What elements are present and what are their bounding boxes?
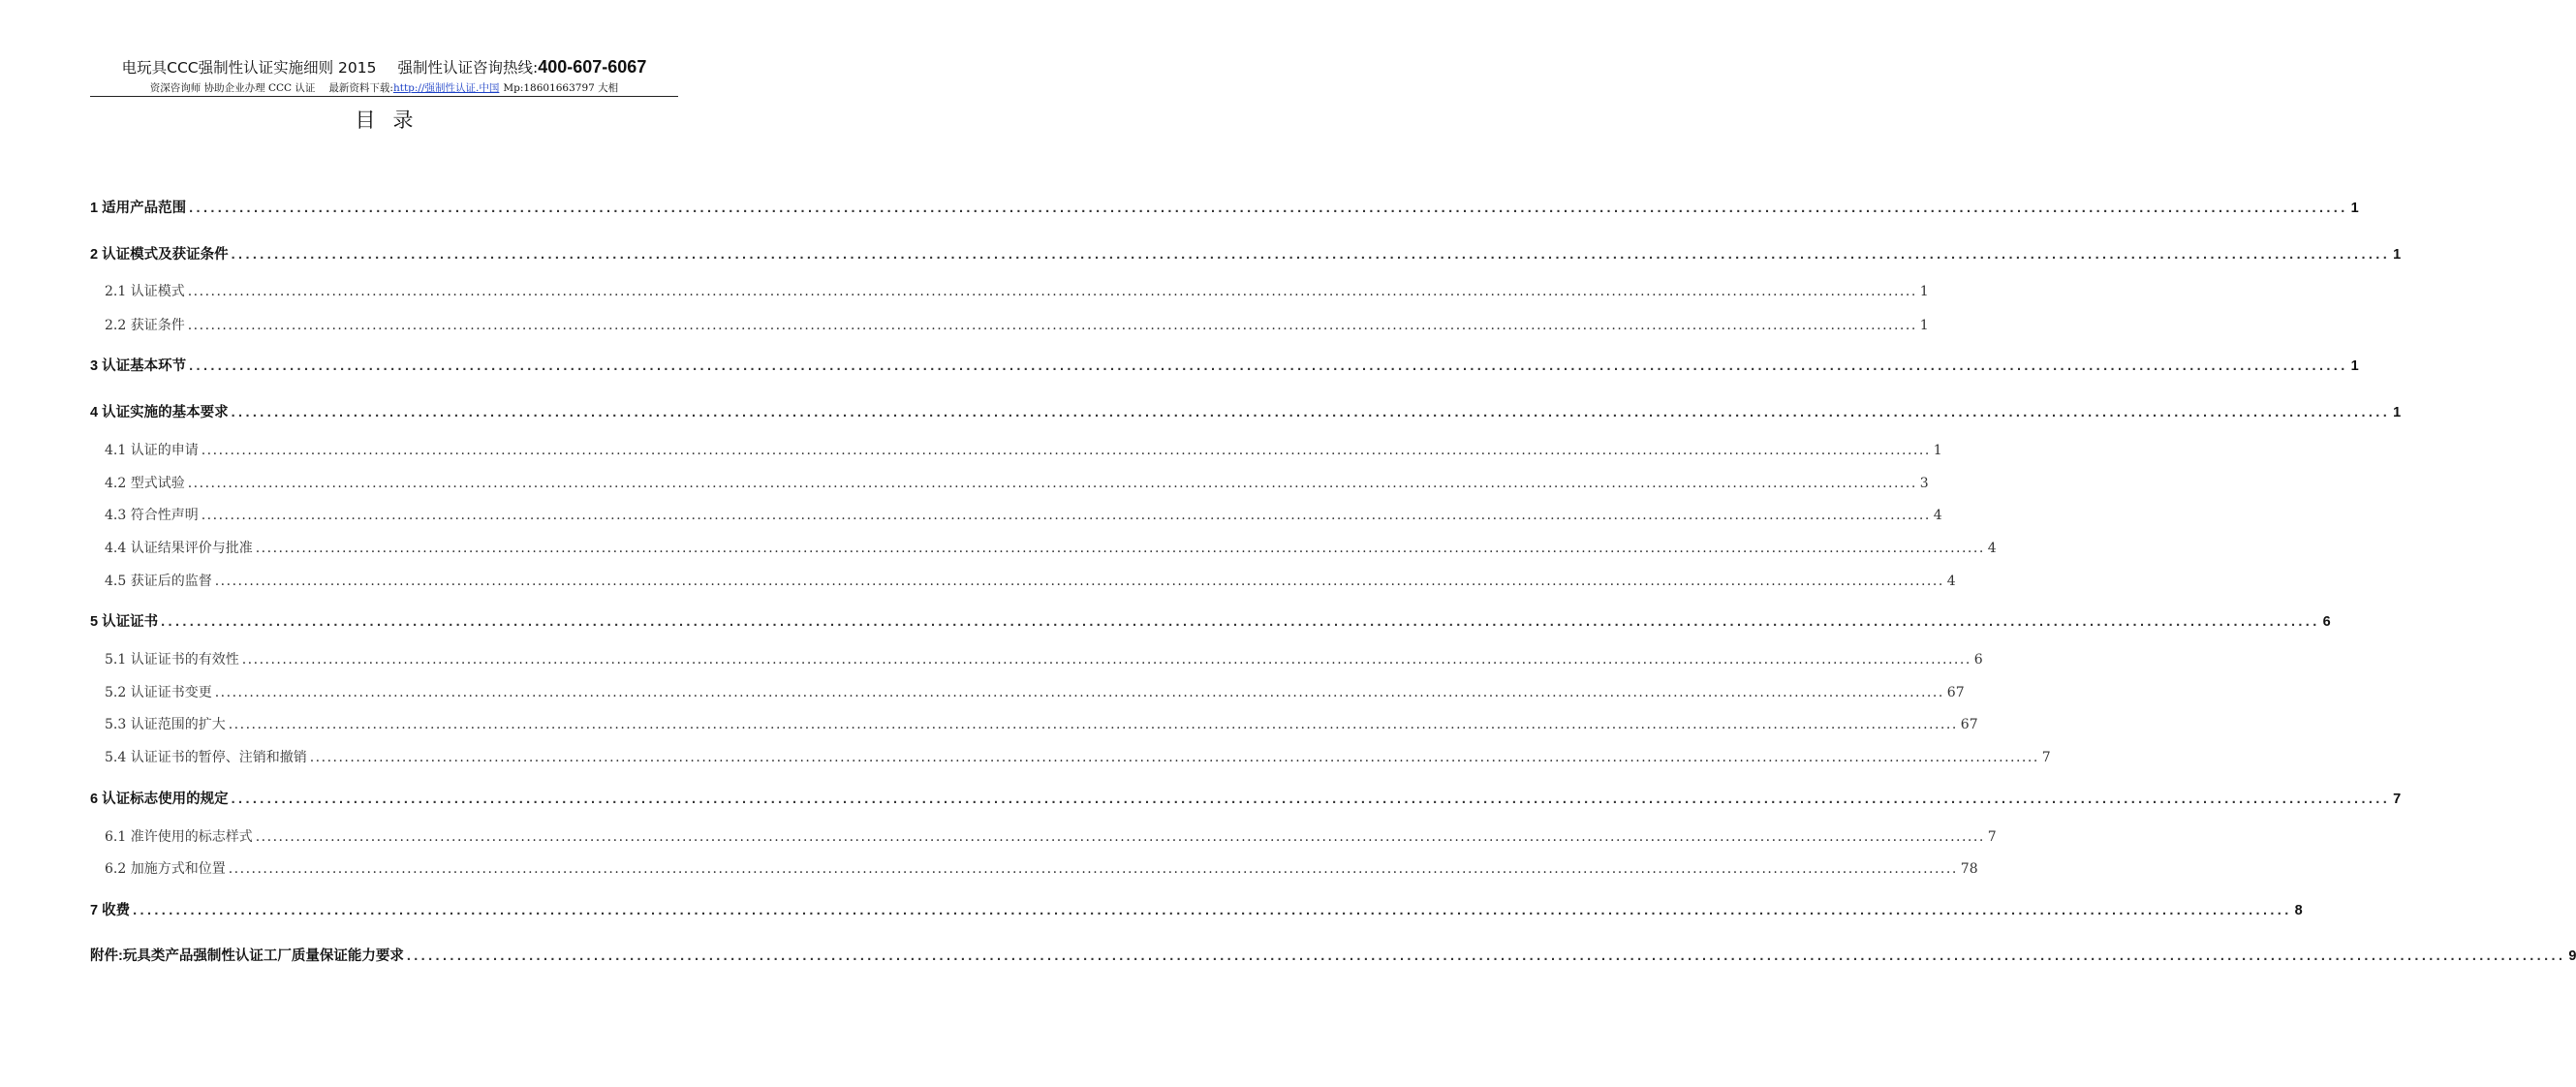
toc-entry-4-3[interactable] <box>90 505 1942 524</box>
toc-entry-label: 5.3 认证范围的扩大 <box>105 717 226 732</box>
toc-leader-dots: ............................................................................................................................................................................................................................................................................................................ <box>228 717 1958 732</box>
toc-entry-4-4[interactable] <box>90 538 1997 557</box>
hotline-number: 400-607-6067 <box>538 57 647 77</box>
toc-entry-page: 1 <box>2350 358 2359 374</box>
toc-entry-label: 3 认证基本环节 <box>90 358 187 374</box>
toc-leader-dots: ............................................................................................................................................................................................................................................................................................................ <box>255 829 1985 845</box>
download-label: 最新资料下载: <box>328 82 393 94</box>
toc-entry-4-1[interactable] <box>90 440 1942 459</box>
header-title-line <box>90 56 678 78</box>
toc-entry-page: 1 <box>2350 201 2359 216</box>
toc-leader-dots: ............................................................................................................................................................................................................................................................................................................ <box>187 318 1917 333</box>
toc-entry-label: 4.4 认证结果评价与批准 <box>105 541 253 556</box>
toc-leader-dots: ............................................................................................................................................................................................................................................................................................................ <box>231 792 2391 807</box>
toc-entry-page: 7 <box>2041 750 2051 765</box>
toc-entry-label: 1 适用产品范围 <box>90 201 187 216</box>
toc-entry-label: 4.5 获证后的监督 <box>105 574 212 589</box>
toc-entry-2-2[interactable] <box>90 315 1929 334</box>
toc-leader-dots: ............................................................................................................................................................................................................................................................................................................ <box>214 685 1944 700</box>
toc-entry-7[interactable] <box>90 899 2303 919</box>
toc-entry-5-3[interactable] <box>90 714 1978 733</box>
toc-entry-page: 4 <box>1946 574 1956 589</box>
toc-entry-page: 67 <box>1960 717 1978 732</box>
toc-entry-page: 7 <box>1987 829 1997 845</box>
toc-entry-label: 5.4 认证证书的暂停、注销和撤销 <box>105 750 307 765</box>
toc-leader-dots: ............................................................................................................................................................................................................................................................................................................ <box>241 652 1971 668</box>
toc-entry-label: 7 收费 <box>90 903 131 918</box>
toc-entry-page: 9 <box>2568 948 2576 964</box>
toc-entry-page: 3 <box>1919 476 1929 491</box>
toc-entry-label: 5.1 认证证书的有效性 <box>105 652 239 668</box>
toc-entry-label: 4 认证实施的基本要求 <box>90 405 229 420</box>
toc-entry-4-5[interactable] <box>90 571 1956 590</box>
toc-entry-4[interactable] <box>90 401 2402 421</box>
toc-entry-page: 8 <box>2294 903 2303 918</box>
toc-entry-label: 5 认证证书 <box>90 614 159 630</box>
toc-entry-label: 5.2 认证证书变更 <box>105 685 212 700</box>
toc-leader-dots: ............................................................................................................................................................................................................................................................................................................ <box>214 574 1944 589</box>
toc-entry-label: 4.3 符合性声明 <box>105 508 199 523</box>
page-header <box>90 56 678 96</box>
toc-leader-dots: ............................................................................................................................................................................................................................................................................................................ <box>201 508 1931 523</box>
toc-entry-4-2[interactable] <box>90 473 1929 492</box>
toc-leader-dots: ............................................................................................................................................................................................................................................................................................................ <box>189 201 2348 216</box>
toc-entry-1[interactable] <box>90 197 2359 217</box>
toc-entry-page: 1 <box>2393 405 2402 420</box>
toc-entry-page: 4 <box>1987 541 1997 556</box>
toc-entry-page: 1 <box>2393 247 2402 263</box>
toc-entry-6[interactable] <box>90 788 2402 808</box>
toc-entry-label: 2.2 获证条件 <box>105 318 185 333</box>
toc-entry-page: 6 <box>1973 652 1983 668</box>
consultant-note: 资深咨询师 协助企业办理 CCC 认证 <box>149 82 316 94</box>
toc-entry-5-4[interactable] <box>90 747 2051 766</box>
toc-entry-6-1[interactable] <box>90 826 1997 846</box>
toc-entry-5-2[interactable] <box>90 682 1965 701</box>
toc-entry-label: 6 认证标志使用的规定 <box>90 792 229 807</box>
hotline-label: 强制性认证咨询热线: <box>397 59 539 77</box>
toc-entry-page: 1 <box>1919 318 1929 333</box>
toc-entry-2-1[interactable] <box>90 281 1929 300</box>
download-link[interactable]: http://强制性认证.中国 <box>392 82 500 94</box>
document-title: 电玩具CCC强制性认证实施细则 2015 <box>121 59 377 77</box>
toc-entry-page: 6 <box>2322 614 2331 630</box>
header-subtitle-line <box>90 80 678 96</box>
toc-leader-dots: ............................................................................................................................................................................................................................................................................................................ <box>201 443 1931 458</box>
toc-leader-dots: ............................................................................................................................................................................................................................................................................................................ <box>231 247 2391 263</box>
toc-entry-page: 7 <box>2393 792 2402 807</box>
toc-leader-dots: ............................................................................................................................................................................................................................................................................................................ <box>255 541 1985 556</box>
toc-entry-label: 4.1 认证的申请 <box>105 443 199 458</box>
toc-leader-dots: ............................................................................................................................................................................................................................................................................................................ <box>189 358 2348 374</box>
toc-entry-page: 67 <box>1946 685 1965 700</box>
toc-entry-6-2[interactable] <box>90 858 1978 878</box>
toc-entry-label: 4.2 型式试验 <box>105 476 185 491</box>
toc-entry-page: 78 <box>1960 861 1978 877</box>
toc-leader-dots: ............................................................................................................................................................................................................................................................................................................ <box>187 284 1917 299</box>
toc-entry-label: 6.1 准许使用的标志样式 <box>105 829 253 845</box>
toc-leader-dots: ............................................................................................................................................................................................................................................................................................................ <box>133 903 2292 918</box>
toc-entry-page: 1 <box>1919 284 1929 299</box>
toc-leader-dots: ............................................................................................................................................................................................................................................................................................................ <box>406 948 2566 964</box>
toc-leader-dots: ............................................................................................................................................................................................................................................................................................................ <box>187 476 1917 491</box>
toc-entry-label: 2 认证模式及获证条件 <box>90 247 229 263</box>
toc-leader-dots: ............................................................................................................................................................................................................................................................................................................ <box>161 614 2320 630</box>
toc-entry-5-1[interactable] <box>90 649 1983 668</box>
contact-info: Mp:18601663797 大相 <box>503 82 619 94</box>
toc-entry-page: 4 <box>1933 508 1942 523</box>
toc-leader-dots: ............................................................................................................................................................................................................................................................................................................ <box>309 750 2039 765</box>
toc-leader-dots: ............................................................................................................................................................................................................................................................................................................ <box>228 861 1958 877</box>
toc-entry-label: 附件:玩具类产品强制性认证工厂质量保证能力要求 <box>90 948 404 964</box>
toc-entry-5[interactable] <box>90 610 2331 631</box>
toc-entry-3[interactable] <box>90 355 2359 375</box>
toc-leader-dots: ............................................................................................................................................................................................................................................................................................................ <box>231 405 2391 420</box>
toc-entry-page: 1 <box>1933 443 1942 458</box>
toc-entry-label: 2.1 认证模式 <box>105 284 185 299</box>
toc-title: 目录 <box>355 109 431 132</box>
toc-entry-label: 6.2 加施方式和位置 <box>105 861 226 877</box>
header-divider <box>90 96 678 97</box>
toc-entry-appendix[interactable] <box>90 945 2576 965</box>
toc-entry-2[interactable] <box>90 243 2402 264</box>
